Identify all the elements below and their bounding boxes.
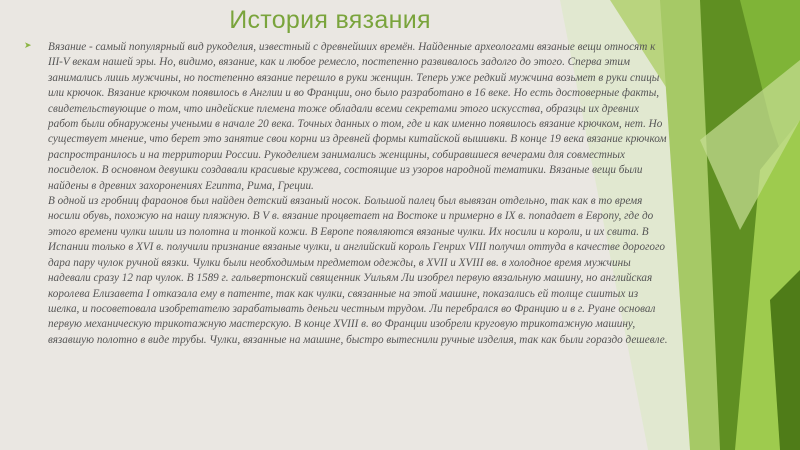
paragraph-1: Вязание - самый популярный вид рукоделия, известный с древнейших времён. Найденные археологами вязаные вещи относят к III-V векам нашей эры. Но, видимо, вязание, как и любое ремесло, постепенно развивалось задолго до этого. Сперва этим занимались лишь мужчины, но постепенно вязание перешло в руки женщин. Теперь уже редкий мужчина возьмет в руки спицы или крючок. Вязание крючком появилось в Англии и во Франции, оно было разработано в 16 веке. Но есть достоверные факты, свидетельствующие о том, что индейские племена тоже обладали всеми секретами этого искусства, образцы их древних работ были обнаружены учеными в начале 20 века. Точных данных о том, где и как именно появилось вязание крючком, нет. Но существует мнение, что берет это занятие свои корни из древней формы китайской вышивки. В конце 19 века вязание крючком распространилось и на территории России. Рукоделием занимались женщины, собиравшиеся вечерами для совместных посиделок. В основном девушки создавали красивые кружева, состоящие из узоров народной тематики. Вязаные вещи были найдены в древних захоронениях Египта, Рима, Греции. xyxy=(48,41,667,192)
arrow-bullet-icon: ➤ xyxy=(24,41,32,51)
slide-content xyxy=(24,40,668,348)
paragraph-2: В одной из гробниц фараонов был найден детский вязаный носок. Большой палец был вывязан отдельно, так как в то время носили обувь, похожую на нашу пляжную. В V в. вязание процветает на Востоке и примерно в IX в. попадает в Европу, где до этого времени чулки шили из полотна и тонкой кожи. В Европе появляются вязаные чулки. Их носили и короли, и их свита. В Испании только в XVI в. получили признание вязаные чулки, и английский король Генрих VIII получил оттуда в качестве дорогого дара пару чулок ручной вязки. Чулки были необходимым предметом одежды, в XVII и XVIII вв. в холодное время мужчины надевали сразу 12 пар чулок. В 1589 г. гальвертонский священник Уильям Ли изобрел первую вязальную машину, но английская королева Елизавета I отказала ему в патенте, так как чулки, связанные на этой машине, показались ей толще сшитых из шелка, и посоветовала изобретателю зарабатывать деньги честным трудом. Ли перебрался во Францию и в г. Руане основал первую механическую трикотажную мастерскую. В конце XVIII в. во Франции изобрели круговую трикотажную машину, вязавшую полотно в виде трубы. Чулки, вязанные на машине, быстро вытеснили ручные изделия, так как были гораздо дешевле. xyxy=(48,195,668,346)
body-text xyxy=(48,40,668,348)
slide-title: История вязания xyxy=(229,6,431,34)
